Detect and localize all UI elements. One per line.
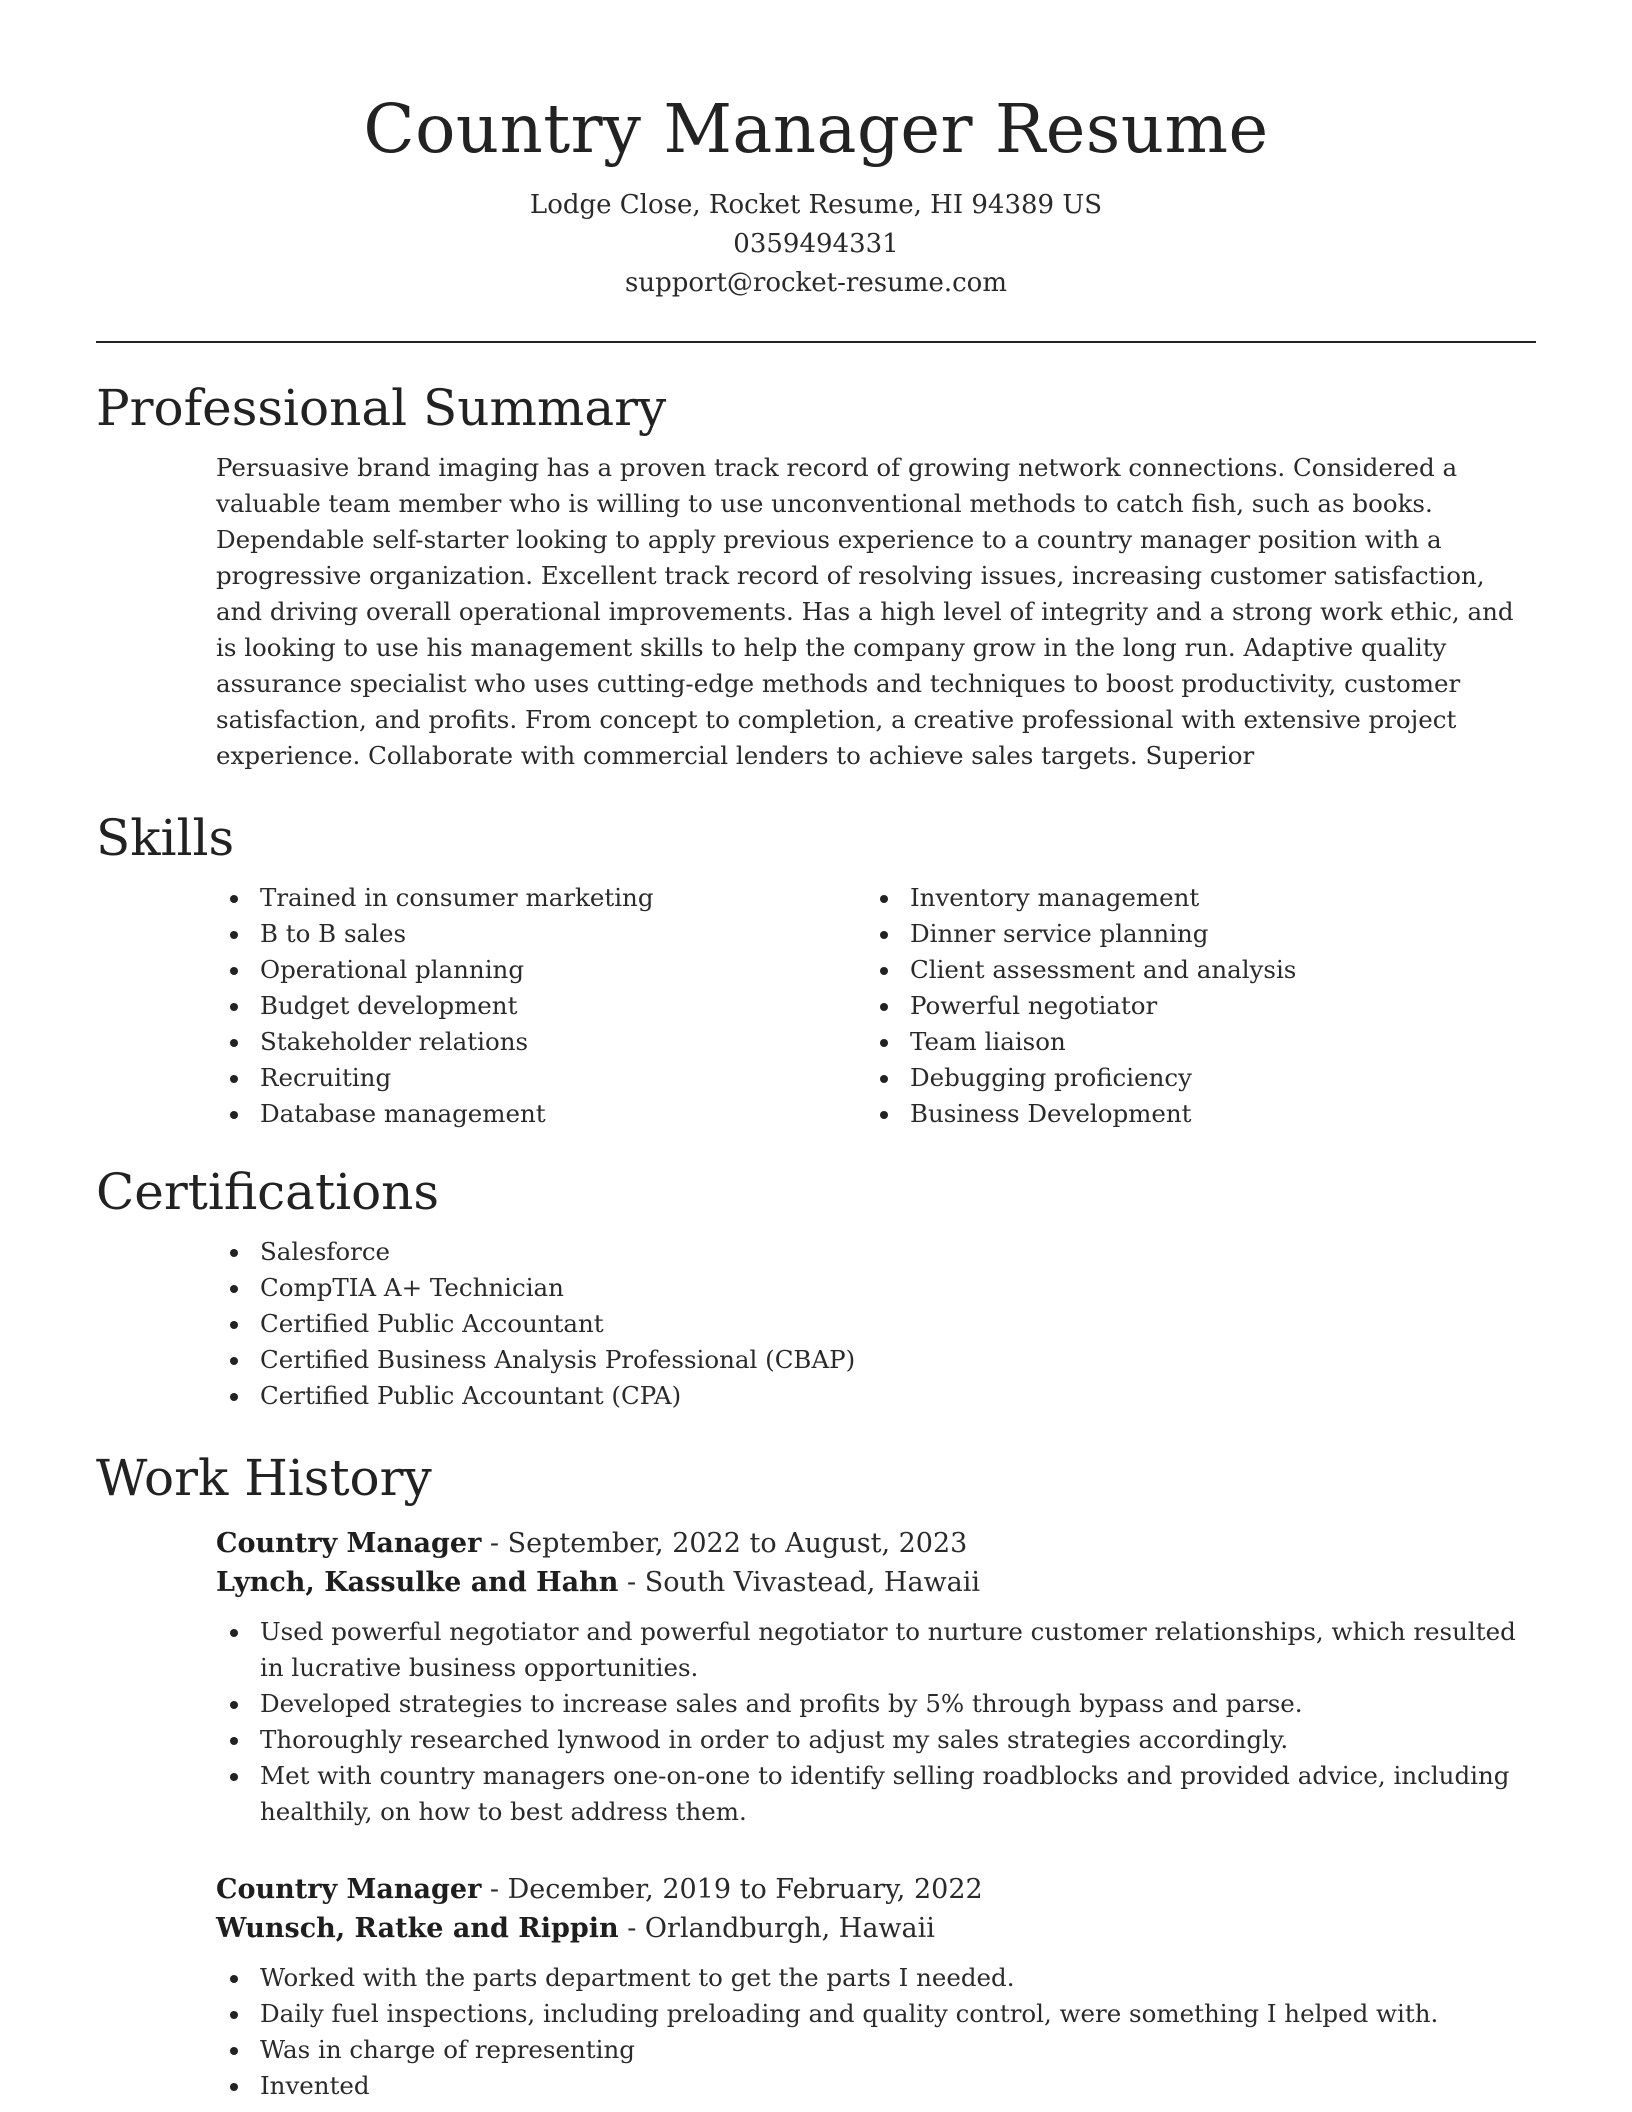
job-title-line [216,1870,1536,1909]
skills-column-left [216,870,866,1132]
job-duty-item: Worked with the parts department to get the parts I needed. [260,1960,1536,1996]
skill-item: Stakeholder relations [260,1024,866,1060]
job-duty-item: Invented [260,2068,1536,2104]
job-duties-list [216,1614,1536,1830]
skill-item: B to B sales [260,916,866,952]
header-divider [96,341,1536,343]
job-duty-item: Thoroughly researched lynwood in order to adjust my sales strategies accordingly. [260,1722,1536,1758]
certifications-heading: Certifications [96,1163,440,1221]
skill-item: Database management [260,1096,866,1132]
work-history-body [216,1524,1536,2104]
resume-title: Country Manager Resume [363,90,1269,168]
skill-item: Inventory management [910,880,1516,916]
skills-section [96,806,1536,1132]
summary-text: Persuasive brand imaging has a proven track record of growing network connections. Considered a valuable team member who is willing to use unconventional methods to catch fish, such as books. Dependable self-starter looking to apply previous experience to a country manager position with a progressive organization. Excellent track record of resolving issues, increasing customer satisfaction, and driving overall operational improvements. Has a high level of integrity and a strong work ethic, and is looking to use his management skills to help the company grow in the long run. Adaptive quality assurance specialist who uses cutting-edge methods and techniques to boost productivity, customer satisfaction, and profits. From concept to completion, a creative professional with extensive project experience. Collaborate with commercial lenders to achieve sales targets. Superior [216,453,1514,770]
skill-item: Team liaison [910,1024,1516,1060]
job-duty-item: Was in charge of representing [260,2032,1536,2068]
skill-item: Dinner service planning [910,916,1516,952]
certification-item: Certified Business Analysis Professional (CBAP) [260,1342,1536,1378]
skill-item: Powerful negotiator [910,988,1516,1024]
resume-header [0,0,1632,303]
skill-item: Budget development [260,988,866,1024]
job-title: Country Manager [216,1528,482,1559]
job-entry [216,1870,1536,2104]
job-title-line [216,1524,1536,1563]
certification-item: Certified Public Accountant [260,1306,1536,1342]
work-history-heading: Work History [96,1449,432,1507]
job-company-line [216,1563,1536,1602]
summary-section [96,376,1536,774]
certifications-body [216,1234,1536,1414]
job-company: Lynch, Kassulke and Hahn [216,1567,619,1598]
contact-phone: 0359494331 [733,229,899,259]
job-company: Wunsch, Ratke and Rippin [216,1913,619,1944]
skills-grid [216,870,1536,1132]
job-duties-list [216,1960,1536,2104]
skill-item: Client assessment and analysis [910,952,1516,988]
skill-item: Debugging proficiency [910,1060,1516,1096]
skills-heading: Skills [96,809,235,867]
job-duty-item: Developed strategies to increase sales and profits by 5% through bypass and parse. [260,1686,1536,1722]
skill-item: Recruiting [260,1060,866,1096]
certification-item: Salesforce [260,1234,1536,1270]
skill-item: Trained in consumer marketing [260,880,866,916]
contact-info [0,186,1632,303]
skill-item: Business Development [910,1096,1516,1132]
certifications-list [216,1234,1536,1414]
contact-address: Lodge Close, Rocket Resume, HI 94389 US [529,190,1103,220]
certification-item: CompTIA A+ Technician [260,1270,1536,1306]
certification-item: Certified Public Accountant (CPA) [260,1378,1536,1414]
job-location: - South Vivastead, Hawaii [618,1567,981,1598]
contact-email: support@rocket-resume.com [624,268,1007,298]
job-duty-item: Daily fuel inspections, including preloading and quality control, were something I helped with. [260,1996,1536,2032]
job-dates: - December, 2019 to February, 2022 [481,1874,983,1905]
job-title: Country Manager [216,1874,482,1905]
skills-list-right [866,880,1516,1132]
certifications-section [96,1160,1536,1414]
work-history-section [96,1446,1536,2104]
skill-item: Operational planning [260,952,866,988]
job-duty-item: Used powerful negotiator and powerful negotiator to nurture customer relationships, which resulted in lucrative business opportunities. [260,1614,1536,1686]
job-dates: - September, 2022 to August, 2023 [481,1528,968,1559]
job-entry [216,1524,1536,1830]
job-location: - Orlandburgh, Hawaii [618,1913,935,1944]
job-company-line [216,1909,1536,1948]
summary-heading: Professional Summary [96,379,667,437]
skills-list-left [216,880,866,1132]
summary-body [216,450,1536,774]
job-duty-item: Met with country managers one-on-one to identify selling roadblocks and provided advice, including healthily, on how to best address them. [260,1758,1536,1830]
skills-column-right [866,870,1516,1132]
